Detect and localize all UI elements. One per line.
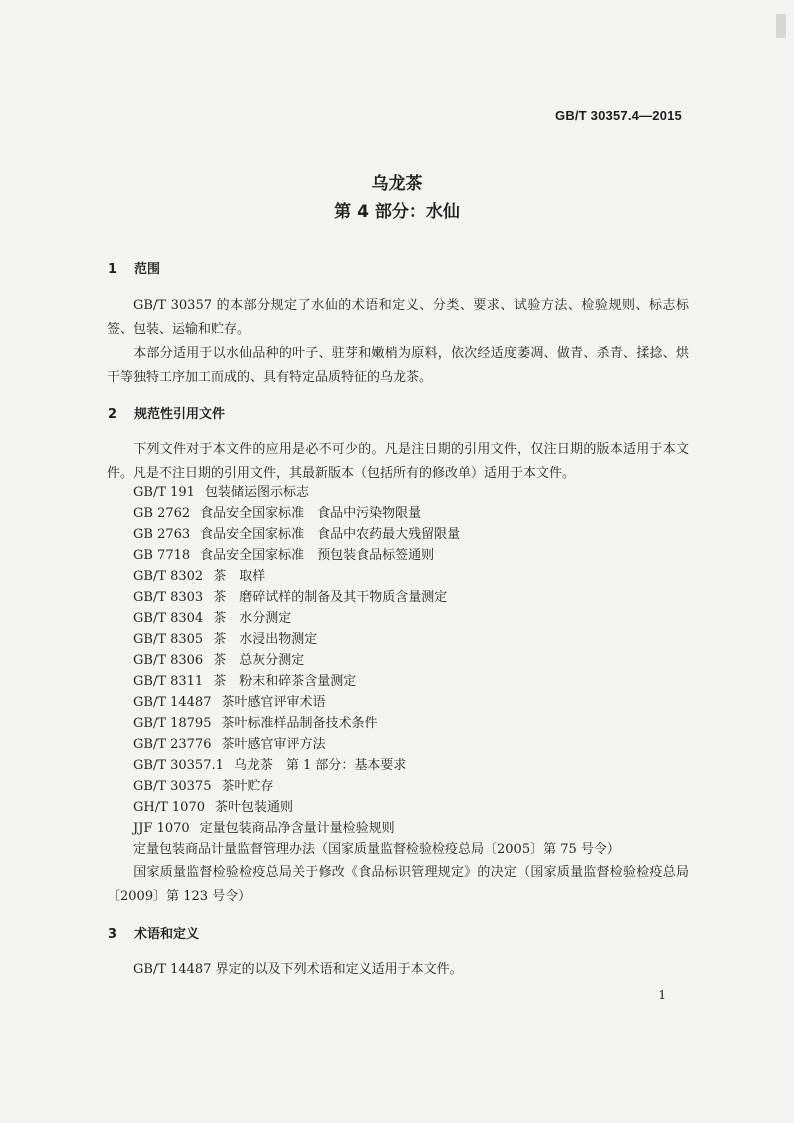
reference-item: GB/T 8311 茶 粉末和碎茶含量测定 [133, 674, 357, 689]
section-title: 规范性引用文件 [134, 407, 226, 422]
section-title: 术语和定义 [134, 927, 200, 942]
references-extra [107, 861, 689, 909]
reference-item: GB/T 14487 茶叶感官评审术语 [133, 695, 326, 710]
reference-item: GB/T 8304 茶 水分测定 [133, 611, 292, 626]
title-block [0, 170, 794, 226]
reference-item: GB 2762 食品安全国家标准 食品中污染物限量 [133, 506, 422, 521]
scan-edge-mark [776, 14, 786, 38]
paragraph-text: GB/T 30357 的本部分规定了水仙的术语和定义、分类、要求、试验方法、检验规则、标志标签、包装、运输和贮存。 [107, 298, 689, 337]
scope-paragraph-2 [107, 342, 689, 390]
paragraph-text: 国家质量监督检验检疫总局关于修改《食品标识管理规定》的决定（国家质量监督检验检疫总局〔2009〕第 123 号令） [107, 865, 689, 904]
paragraph-text: GB/T 14487 界定的以及下列术语和定义适用于本文件。 [133, 962, 463, 977]
standard-code: GB/T 30357.4—2015 [555, 108, 682, 123]
page-number: 1 [658, 988, 666, 1002]
reference-item: GB/T 8302 茶 取样 [133, 569, 266, 584]
reference-item: GB/T 30375 茶叶贮存 [133, 779, 274, 794]
section-2-heading [108, 403, 225, 422]
reference-item: GB/T 8305 茶 水浸出物测定 [133, 632, 318, 647]
section-3-heading [108, 923, 199, 942]
reference-item: JJF 1070 定量包装商品净含量计量检验规则 [133, 821, 395, 836]
paragraph-text: 下列文件对于本文件的应用是必不可少的。凡是注日期的引用文件，仅注日期的版本适用于本文件。凡是不注日期的引用文件，其最新版本（包括所有的修改单）适用于本文件。 [107, 442, 689, 481]
section-1-heading [108, 258, 160, 277]
normative-reference-list [133, 482, 693, 860]
reference-item: GB/T 30357.1 乌龙茶 第 1 部分：基本要求 [133, 758, 407, 773]
section-number: 1 [108, 262, 118, 277]
reference-item: 定量包装商品计量监督管理办法（国家质量监督检验检疫总局〔2005〕第 75 号令） [133, 842, 620, 857]
section-title: 范围 [134, 262, 161, 277]
references-intro [107, 438, 689, 486]
document-subtitle: 第 4 部分：水仙 [334, 202, 460, 222]
reference-item: GB/T 23776 茶叶感官审评方法 [133, 737, 326, 752]
scope-paragraph-1 [107, 294, 689, 342]
terms-paragraph [107, 958, 689, 982]
reference-item: GH/T 1070 茶叶包装通则 [133, 800, 294, 815]
section-number: 3 [108, 927, 118, 942]
reference-item: GB/T 8306 茶 总灰分测定 [133, 653, 305, 668]
section-number: 2 [108, 407, 118, 422]
reference-item: GB 7718 食品安全国家标准 预包装食品标签通则 [133, 548, 435, 563]
reference-item: GB/T 8303 茶 磨碎试样的制备及其干物质含量测定 [133, 590, 448, 605]
reference-item: GB/T 191 包装储运图示标志 [133, 485, 309, 500]
document-title: 乌龙茶 [371, 174, 423, 194]
reference-item: GB/T 18795 茶叶标准样品制备技术条件 [133, 716, 378, 731]
reference-item: GB 2763 食品安全国家标准 食品中农药最大残留限量 [133, 527, 461, 542]
paragraph-text: 本部分适用于以水仙品种的叶子、驻芽和嫩梢为原料，依次经适度萎凋、做青、杀青、揉捻、烘干等独特工序加工而成的、具有特定品质特征的乌龙茶。 [107, 346, 689, 385]
